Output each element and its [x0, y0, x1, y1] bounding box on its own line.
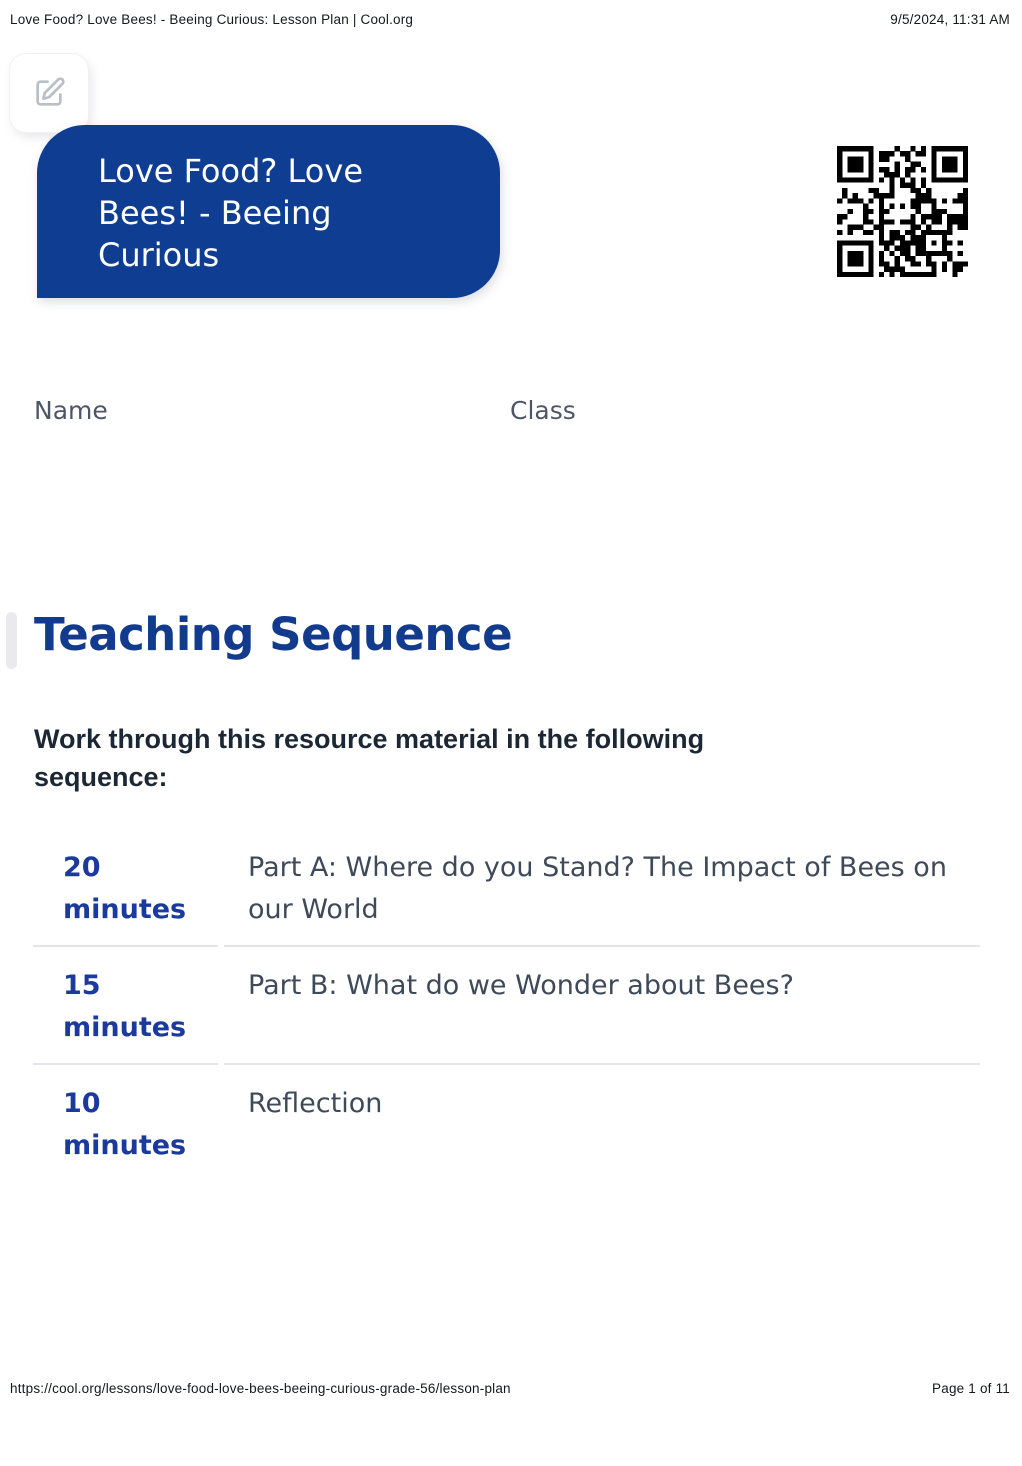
print-footer [10, 1381, 1010, 1396]
print-header-datetime: 9/5/2024, 11:31 AM [890, 12, 1010, 27]
table-row [33, 1065, 980, 1181]
print-header [10, 12, 1010, 27]
duration-cell: 10 minutes [63, 1088, 187, 1161]
table-row [33, 947, 980, 1065]
qr-code-icon [837, 146, 968, 277]
student-fields [34, 396, 974, 425]
page-title: Teaching Sequence [34, 608, 513, 661]
name-field-label: Name [34, 396, 108, 425]
print-footer-url: https://cool.org/lessons/love-food-love-bees-beeing-curious-grade-56/lesson-plan [10, 1381, 511, 1396]
teaching-sequence-table [33, 829, 980, 1181]
edit-button[interactable] [10, 54, 88, 132]
print-footer-page: Page 1 of 11 [932, 1381, 1010, 1396]
class-field-label: Class [510, 396, 576, 425]
lesson-title: Love Food? Love Bees! - Beeing Curious [98, 152, 363, 274]
duration-cell: 20 minutes [33, 829, 218, 947]
activity-cell: Reflection [248, 1088, 383, 1119]
activity-cell: Part B: What do we Wonder about Bees? [224, 947, 980, 1065]
table-row [33, 829, 980, 947]
edit-pencil-icon [32, 76, 66, 110]
section-accent-bar [6, 612, 17, 669]
sequence-intro-text: Work through this resource material in the following sequence: [34, 724, 705, 792]
duration-cell: 15 minutes [33, 947, 218, 1065]
activity-cell: Part A: Where do you Stand? The Impact of Bees on our World [224, 829, 980, 947]
print-header-title: Love Food? Love Bees! - Beeing Curious: Lesson Plan | Cool.org [10, 12, 414, 27]
lesson-title-card [37, 125, 500, 298]
